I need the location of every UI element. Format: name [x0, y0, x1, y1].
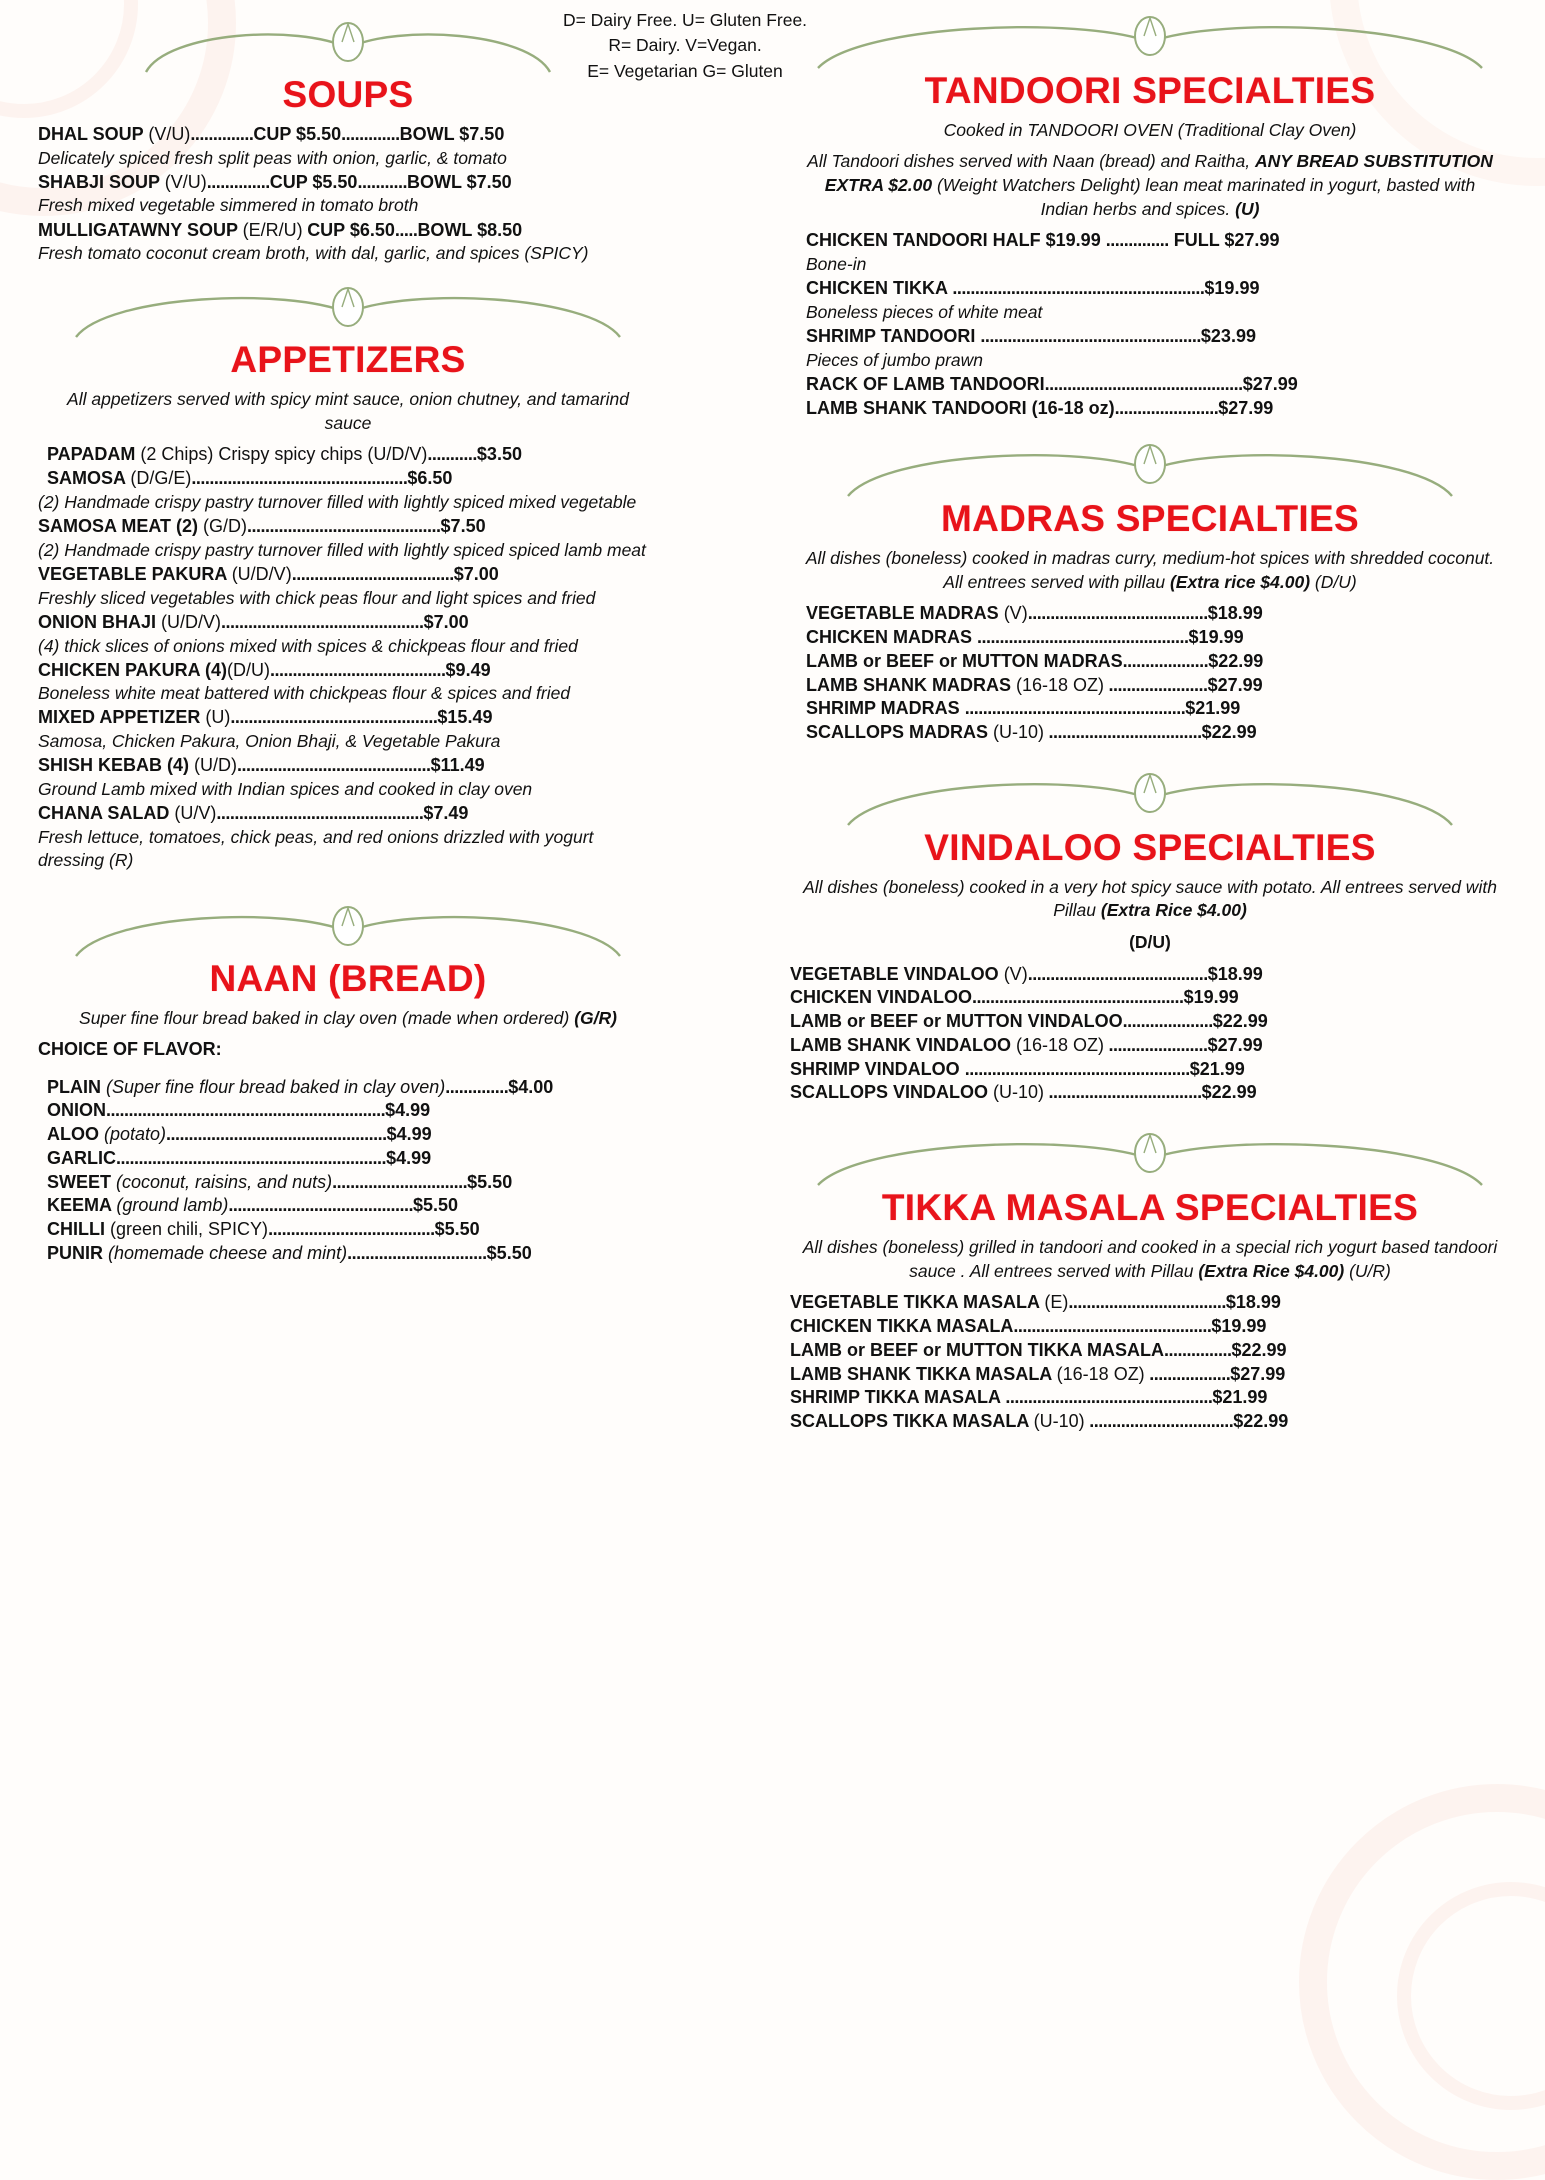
item-dots: ..............: [206, 171, 270, 192]
item-price-bowl: BOWL $7.50: [406, 171, 512, 192]
item-dots: ............................................: [1044, 373, 1243, 394]
item-description: Boneless white meat battered with chickpeas flour & spices and fried: [38, 683, 571, 704]
item-name: LAMB or BEEF or MUTTON VINDALOO: [790, 1011, 1123, 1032]
naan-note-text: Super fine flour bread baked in clay oven (made when ordered): [79, 1007, 575, 1028]
item-codes: (16-18 OZ): [1016, 674, 1105, 695]
item-name: LAMB or BEEF or MUTTON TIKKA MASALA: [790, 1339, 1164, 1360]
list-item: [790, 1291, 1510, 1315]
item-dots: ......................: [1104, 1034, 1208, 1055]
item-dots: ............................................: [1013, 1316, 1212, 1337]
item-price: $5.50: [486, 1242, 532, 1263]
section-vindaloo: [790, 771, 1510, 1105]
item-name: CHICKEN TIKKA: [806, 278, 953, 299]
item-codes: (U/D): [194, 755, 238, 776]
list-item: [38, 1218, 658, 1242]
item-dots: ..................................: [1044, 1082, 1202, 1103]
item-name: LAMB SHANK MADRAS: [806, 674, 1016, 695]
item-name: CHICKEN PAKURA (4): [38, 659, 227, 680]
item-description: Fresh lettuce, tomatoes, chick peas, and red onions drizzled with yogurt dressing (R): [38, 826, 594, 870]
item-price: $5.50: [467, 1171, 513, 1192]
item-price: $27.99: [1230, 1363, 1286, 1384]
item-name: CHICKEN VINDALOO: [790, 987, 973, 1008]
item-dots: ..............................: [332, 1171, 468, 1192]
item-price: FULL $27.99: [1168, 230, 1280, 251]
item-dots: .............................................: [221, 611, 424, 632]
item-name: SHRIMP VINDALOO: [790, 1058, 965, 1079]
list-item: [38, 1194, 658, 1218]
tandoori-note-2: [790, 150, 1510, 221]
item-price: $18.99: [1207, 963, 1263, 984]
item-price-bowl: BOWL $8.50: [417, 219, 523, 240]
item-dots: ........................................: [1027, 603, 1208, 624]
item-description: Samosa, Chicken Pakura, Onion Bhaji, & Vegetable Pakura: [38, 731, 501, 752]
list-item: [790, 1363, 1510, 1387]
item-codes: (U-10): [993, 722, 1045, 743]
item-price-cup: CUP $5.50: [253, 123, 342, 144]
page-title-appetizers: APPETIZERS: [230, 339, 466, 381]
item-description: Freshly sliced vegetables with chick peas flour and light spices and fried: [38, 587, 596, 608]
item-name: SAMOSA: [47, 468, 131, 489]
item-name: VEGETABLE VINDALOO: [790, 963, 1004, 984]
item-name: CHANA SALAD: [38, 803, 175, 824]
section-soups: [38, 18, 658, 265]
list-item: [790, 325, 1510, 372]
item-dots: ........................................: [1027, 963, 1208, 984]
tikka-note: [790, 1236, 1510, 1283]
item-codes: (U): [205, 707, 231, 728]
list-item: [38, 1242, 658, 1266]
item-codes: (U/D/V): [161, 611, 222, 632]
list-item: [790, 397, 1510, 421]
list-item: [38, 467, 658, 514]
item-price-cup: CUP $5.50: [269, 171, 358, 192]
item-name: SHABJI SOUP: [38, 171, 165, 192]
item-price: $11.49: [430, 755, 485, 776]
vindaloo-note-text: All dishes (boneless) cooked in a very hot spicy sauce with potato. All entrees served with Pillau: [803, 876, 1497, 921]
item-name: SHISH KEBAB (4): [38, 755, 195, 776]
list-item: [38, 754, 658, 801]
item-dots: .................................................: [980, 326, 1201, 347]
item-price: $27.99: [1218, 397, 1274, 418]
item-price: $22.99: [1233, 1411, 1289, 1432]
list-item: [790, 602, 1510, 626]
page-title-soups: SOUPS: [282, 74, 414, 115]
item-price: $19.99: [1183, 987, 1239, 1008]
item-name: LAMB SHANK VINDALOO: [790, 1034, 1016, 1055]
vindaloo-note-extra-rice: (Extra Rice $4.00): [1100, 900, 1247, 921]
item-dots-2: .............: [341, 123, 400, 144]
left-column: [38, 0, 658, 1266]
item-price: $4.00: [508, 1076, 554, 1097]
list-item: [38, 1076, 658, 1100]
tikka-note-text: All dishes (boneless) grilled in tandoori and cooked in a special rich yogurt based tandoori sauce . All entrees served with Pillau: [802, 1237, 1498, 1281]
section-naan: [38, 902, 658, 1265]
item-name: VEGETABLE MADRAS: [806, 603, 1004, 624]
section-tandoori: [790, 14, 1510, 420]
item-name: MIXED APPETIZER: [38, 707, 206, 728]
list-item: [38, 563, 658, 610]
item-dots: ..................: [1144, 1363, 1231, 1384]
item-price: $5.50: [434, 1219, 480, 1240]
section-tikka-masala: [790, 1131, 1510, 1434]
item-price: $5.50: [412, 1195, 458, 1216]
item-codes: (U-10): [993, 1082, 1045, 1103]
item-name: LAMB SHANK TIKKA MASALA: [790, 1363, 1057, 1384]
item-name: SWEET: [47, 1171, 117, 1192]
item-name: CHICKEN MADRAS: [806, 627, 977, 648]
item-dots: ..............................................: [1005, 1387, 1213, 1408]
item-codes: (U-10): [1033, 1411, 1085, 1432]
list-item: [38, 1123, 658, 1147]
item-price: $18.99: [1225, 1292, 1281, 1313]
list-item: [790, 626, 1510, 650]
list-item: [38, 706, 658, 753]
item-codes: (D/G/E): [130, 468, 192, 489]
list-item: [38, 802, 658, 872]
list-item: [790, 373, 1510, 397]
vindaloo-list: [790, 963, 1510, 1106]
item-price: $7.49: [423, 803, 469, 824]
tikka-note-extra-rice: (Extra Rice $4.00): [1198, 1260, 1345, 1281]
tandoori-note-3-text: (Weight Watchers Delight) lean meat marinated in yogurt, basted with Indian herbs and spices.: [932, 175, 1476, 219]
page-title-vindaloo: VINDALOO SPECIALTIES: [924, 826, 1376, 868]
item-name: ONION BHAJI: [38, 611, 162, 632]
list-item: [790, 1058, 1510, 1082]
naan-choice-label: CHOICE OF FLAVOR:: [38, 1038, 222, 1059]
item-dots: ...................................: [1068, 1292, 1226, 1313]
list-item: [38, 1171, 658, 1195]
list-item: [790, 229, 1510, 276]
item-description: Ground Lamb mixed with Indian spices and cooked in clay oven: [38, 779, 533, 800]
item-price: $23.99: [1200, 326, 1256, 347]
tandoori-note-1: Cooked in TANDOORI OVEN (Traditional Clay Oven): [943, 119, 1357, 140]
item-price: $27.99: [1207, 1034, 1263, 1055]
item-dots: ...............................................: [972, 987, 1184, 1008]
item-price: $15.49: [437, 707, 493, 728]
item-dots: ................................: [1084, 1411, 1234, 1432]
item-price: $19.99: [1211, 1316, 1267, 1337]
item-description: (4) thick slices of onions mixed with spices & chickpeas flour and fried: [38, 635, 578, 656]
item-description: Delicately spiced fresh split peas with onion, garlic, & tomato: [38, 147, 507, 168]
item-name: SCALLOPS MADRAS: [806, 722, 994, 743]
item-dots-2: .....: [394, 219, 418, 240]
item-name: ALOO: [47, 1124, 104, 1145]
item-codes: (16-18 OZ): [1056, 1363, 1145, 1384]
item-price: $4.99: [386, 1147, 432, 1168]
list-item: [790, 1410, 1510, 1434]
item-dots: ..................................................: [964, 1058, 1190, 1079]
item-name: DHAL SOUP: [38, 123, 149, 144]
list-item: [790, 963, 1510, 987]
item-dots: .....................................: [268, 1219, 435, 1240]
vindaloo-note: [790, 876, 1510, 923]
item-description: Pieces of jumbo prawn: [806, 349, 984, 370]
item-codes: (U/D/V): [231, 563, 292, 584]
item-description: (2) Handmade crispy pastry turnover filled with lightly spiced spiced lamb meat: [38, 539, 646, 560]
item-codes: (coconut, raisins, and nuts): [116, 1171, 333, 1192]
item-codes: (Super fine flour bread baked in clay oven): [106, 1076, 446, 1097]
item-dots: ..............: [190, 123, 254, 144]
item-codes: (G/D): [203, 516, 247, 537]
item-dots: ...........................................: [237, 755, 431, 776]
list-item: [790, 721, 1510, 745]
item-description: Fresh mixed vegetable simmered in tomato broth: [38, 195, 419, 216]
item-price: $21.99: [1212, 1387, 1268, 1408]
item-dots: ............................................................: [116, 1147, 387, 1168]
item-name: SCALLOPS TIKKA MASALA: [790, 1411, 1034, 1432]
item-codes: (16-18 OZ): [1016, 1034, 1105, 1055]
madras-list: [790, 602, 1510, 745]
item-price: $21.99: [1189, 1058, 1245, 1079]
item-price-cup: CUP $6.50: [307, 219, 395, 240]
vindaloo-note-codes: (D/U): [1129, 932, 1171, 953]
item-name: SHRIMP MADRAS: [806, 698, 965, 719]
naan-note: [38, 1007, 658, 1031]
item-price: $21.99: [1185, 698, 1241, 719]
page-title-tikka-masala: TIKKA MASALA SPECIALTIES: [881, 1187, 1419, 1229]
item-codes: (homemade cheese and mint): [108, 1242, 348, 1263]
item-dots: ...........................................: [247, 516, 441, 537]
item-codes: (V/U): [148, 123, 191, 144]
item-dots: ..............................................: [230, 707, 438, 728]
tandoori-note-2-emphasis: ANY BREAD SUBSTITUTION EXTRA $2.00: [824, 151, 1493, 196]
item-dots: ...............................: [347, 1242, 487, 1263]
item-dots: .................................................: [964, 698, 1186, 719]
item-dots: ....................: [1122, 1011, 1213, 1032]
item-codes: (V): [1003, 963, 1028, 984]
item-name: CHICKEN TIKKA MASALA: [790, 1316, 1014, 1337]
list-item: [790, 1339, 1510, 1363]
legend-line-2: R= Dairy. V=Vegan.: [608, 35, 762, 56]
list-item: [38, 443, 658, 467]
item-dots: ..............: [445, 1076, 509, 1097]
page-title-madras: MADRAS SPECIALTIES: [941, 498, 1359, 540]
tandoori-note-2-text: All Tandoori dishes served with Naan (bread) and Raitha,: [807, 151, 1255, 172]
section-appetizers: [38, 283, 658, 872]
item-price: $7.00: [453, 563, 499, 584]
page-title-tandoori: TANDOORI SPECIALTIES: [924, 70, 1376, 111]
item-name: LAMB SHANK TANDOORI (16-18 oz): [806, 397, 1115, 418]
appetizers-list: [38, 443, 658, 872]
item-dots: ..............................................................: [106, 1100, 386, 1121]
item-dots: .................................................: [166, 1124, 387, 1145]
item-dots: ..............: [1105, 230, 1169, 251]
arch-ornament-soups: [38, 18, 658, 74]
item-name: SHRIMP TIKKA MASALA: [790, 1387, 1006, 1408]
tikka-list: [790, 1291, 1510, 1434]
item-codes: (D/U): [227, 659, 270, 680]
item-name: KEEMA: [47, 1195, 117, 1216]
list-item: [790, 1386, 1510, 1410]
list-item: [38, 123, 658, 170]
item-name: VEGETABLE TIKKA MASALA: [790, 1292, 1045, 1313]
list-item: [790, 697, 1510, 721]
item-codes: (E): [1044, 1292, 1069, 1313]
arch-ornament-madras: [790, 442, 1510, 498]
madras-note-extra-rice: (Extra rice $4.00): [1169, 571, 1311, 592]
naan-note-codes: (G/R): [574, 1007, 617, 1028]
list-item: [790, 1034, 1510, 1058]
item-codes: (2 Chips) Crispy spicy chips (U/D/V): [140, 444, 428, 465]
tandoori-note-3-codes: (U): [1235, 198, 1260, 219]
item-dots: ....................................: [291, 563, 454, 584]
item-name: RACK OF LAMB TANDOORI: [806, 373, 1045, 394]
item-codes: (V): [1003, 603, 1028, 624]
item-price: $22.99: [1201, 1082, 1257, 1103]
item-name: CHICKEN TANDOORI HALF $19.99: [806, 230, 1106, 251]
list-item: [38, 219, 658, 266]
section-madras: [790, 442, 1510, 745]
item-name: PLAIN: [47, 1076, 107, 1097]
item-name: VEGETABLE PAKURA: [38, 563, 232, 584]
item-codes: (E/R/U): [242, 219, 303, 240]
item-codes: (ground lamb): [116, 1195, 229, 1216]
appetizers-note: All appetizers served with spicy mint sauce, onion chutney, and tamarind sauce: [67, 389, 629, 433]
item-price: $6.50: [407, 468, 453, 489]
list-item: [38, 1099, 658, 1123]
item-name: MULLIGATAWNY SOUP: [38, 219, 243, 240]
naan-list: [38, 1076, 658, 1266]
item-price: $22.99: [1231, 1339, 1287, 1360]
list-item: [790, 1081, 1510, 1105]
item-name: SAMOSA MEAT (2): [38, 516, 203, 537]
list-item: [38, 171, 658, 218]
item-name: SHRIMP TANDOORI: [806, 326, 981, 347]
item-price: $19.99: [1188, 627, 1244, 648]
item-dots: ...................: [1122, 650, 1209, 671]
item-codes: (U/V): [174, 803, 217, 824]
arch-ornament-vindaloo: [790, 771, 1510, 827]
item-codes: (V/U): [164, 171, 207, 192]
item-price: $3.50: [476, 444, 522, 465]
arch-ornament-naan: [38, 902, 658, 958]
item-price-bowl: BOWL $7.50: [399, 123, 505, 144]
item-name: PAPADAM: [47, 444, 141, 465]
right-column: [790, 0, 1510, 1434]
madras-note-text: All dishes (boneless) cooked in madras curry, medium-hot spices with shredded coconut. All entrees served with pillau: [805, 548, 1495, 592]
item-codes: (potato): [104, 1124, 167, 1145]
item-dots-2: ...........: [357, 171, 407, 192]
list-item: [38, 515, 658, 562]
madras-note: [790, 547, 1510, 594]
tandoori-list: [790, 229, 1510, 420]
item-dots: .......................................: [270, 659, 446, 680]
list-item: [38, 1147, 658, 1171]
tikka-note-codes: (U/R): [1344, 1260, 1391, 1281]
list-item: [790, 674, 1510, 698]
item-description: Bone-in: [806, 254, 867, 275]
item-codes: (green chili, SPICY): [110, 1219, 269, 1240]
item-dots: ..............................................: [216, 803, 424, 824]
item-price: $4.99: [386, 1124, 432, 1145]
item-description: Fresh tomato coconut cream broth, with dal, garlic, and spices (SPICY): [38, 243, 589, 264]
list-item: [38, 611, 658, 658]
item-dots: ...............................................: [977, 627, 1189, 648]
item-name: LAMB or BEEF or MUTTON MADRAS: [806, 650, 1123, 671]
item-name: SCALLOPS VINDALOO: [790, 1082, 994, 1103]
item-name: ONION: [47, 1100, 107, 1121]
item-dots: .......................: [1114, 397, 1219, 418]
item-description: Boneless pieces of white meat: [806, 301, 1043, 322]
item-price: $7.50: [440, 516, 486, 537]
item-name: PUNIR: [47, 1242, 109, 1263]
item-price: $22.99: [1208, 650, 1264, 671]
arch-ornament-tandoori: [790, 14, 1510, 70]
list-item: [790, 650, 1510, 674]
item-price: $7.00: [423, 611, 469, 632]
item-price: $9.49: [445, 659, 491, 680]
page-title-naan: NAAN (BREAD): [209, 958, 487, 1000]
item-dots: ..................................: [1044, 722, 1202, 743]
list-item: [790, 1010, 1510, 1034]
item-price: $27.99: [1242, 373, 1298, 394]
legend-line-3: E= Vegetarian G= Gluten: [587, 60, 783, 81]
item-dots: .........................................: [228, 1195, 413, 1216]
item-name: CHILLI: [47, 1219, 110, 1240]
item-dots: ......................: [1104, 674, 1208, 695]
item-price: $22.99: [1201, 722, 1257, 743]
item-name: GARLIC: [47, 1147, 116, 1168]
item-price: $19.99: [1204, 278, 1260, 299]
item-dots: ...............: [1163, 1339, 1232, 1360]
list-item: [38, 659, 658, 706]
item-price: $4.99: [385, 1100, 431, 1121]
list-item: [790, 986, 1510, 1010]
list-item: [790, 1315, 1510, 1339]
arch-ornament-appetizers: [38, 283, 658, 339]
legend-line-1: D= Dairy Free. U= Gluten Free.: [562, 10, 808, 30]
arch-ornament-tikka: [790, 1131, 1510, 1187]
item-dots: ........................................................: [952, 278, 1205, 299]
item-price: $18.99: [1207, 603, 1263, 624]
item-price: $27.99: [1207, 674, 1263, 695]
item-dots: ...........: [427, 444, 477, 465]
madras-note-codes: (D/U): [1310, 571, 1357, 592]
list-item: [790, 277, 1510, 324]
item-price: $22.99: [1212, 1011, 1268, 1032]
soups-list: [38, 123, 658, 266]
item-description: (2) Handmade crispy pastry turnover filled with lightly spiced mixed vegetable: [38, 491, 637, 512]
item-dots: ................................................: [191, 468, 408, 489]
